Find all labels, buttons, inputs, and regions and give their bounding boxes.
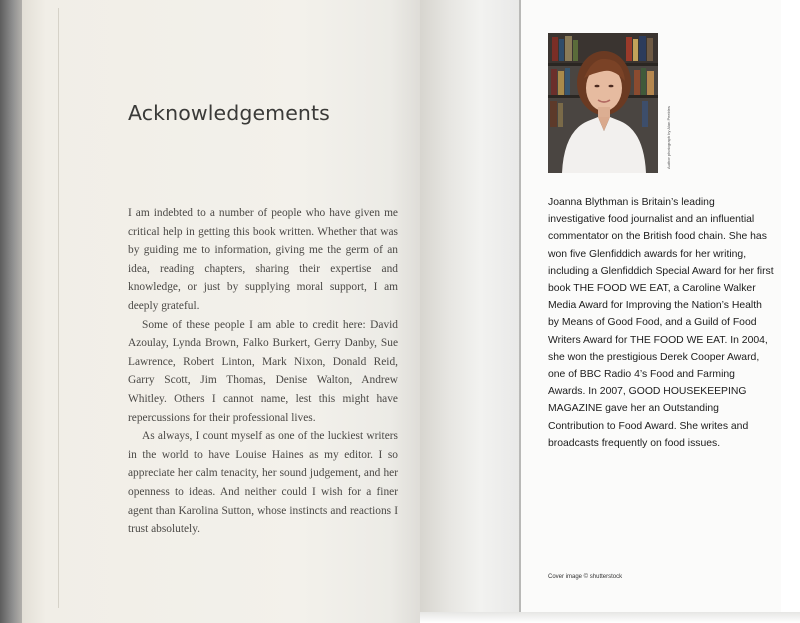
paragraph: I am indebted to a number of people who have given me critical help in getting this book written. Whether that was by guiding me to information, giving me the germ of an idea, reading chapters, sharing their expertise and knowledge, or just by supplying moral support, I am deeply grateful.	[128, 207, 398, 312]
photo-credit-text: Author photograph by Alan Peebles	[666, 106, 671, 169]
page-title: Acknowledgements	[128, 101, 330, 125]
author-portrait-image	[548, 33, 658, 173]
photo-credit	[664, 33, 674, 173]
book-gutter	[420, 0, 520, 623]
page-crease	[58, 8, 59, 608]
paragraph: Some of these people I am able to credit here: David Azoulay, Lynda Brown, Falko Burkert, Gerry Danby, Sue Lawrence, Robert Linton, Mark Nixon, Donald Reid, Garry Scott, Jim Thomas, Denise Walton, Andrew Whitley. Others I cannot name, lest this might have repercussions for their professional lives.	[128, 318, 398, 424]
bottom-edge	[420, 612, 800, 623]
author-photo	[548, 33, 658, 173]
author-bio: Joanna Blythman is Britain’s leading investigative food journalist and an influential commentator on the British food chain. She has won five Glenfiddich awards for her writing, including a Glenfiddich Special Award for her first book THE FOOD WE EAT, a Caroline Walker Media Award for Improving the Nation’s Health by Means of Good Food, and a Guild of Food Writers Award for THE FOOD WE EAT. In 2004, she won the prestigious Derek Cooper Award, one of BBC Radio 4’s Food and Farming Awards. In 2007, GOOD HOUSEKEEPING MAGAZINE gave her an Outstanding Contribution to Food Award. She writes and broadcasts frequently on food issues.	[548, 197, 774, 449]
right-margin	[781, 0, 800, 623]
paragraph: As always, I count myself as one of the luckiest writers in the world to have Louise Haines as my editor. I so appreciate her calm tenacity, her sound judgement, and her openness to ideas. And neither could I wish for a finer agent than Karolina Sutton, whose instincts and reactions I trust absolutely.	[128, 430, 398, 536]
acknowledgements-body	[128, 204, 398, 539]
cover-image-credit: Cover image © shutterstock	[548, 574, 623, 580]
